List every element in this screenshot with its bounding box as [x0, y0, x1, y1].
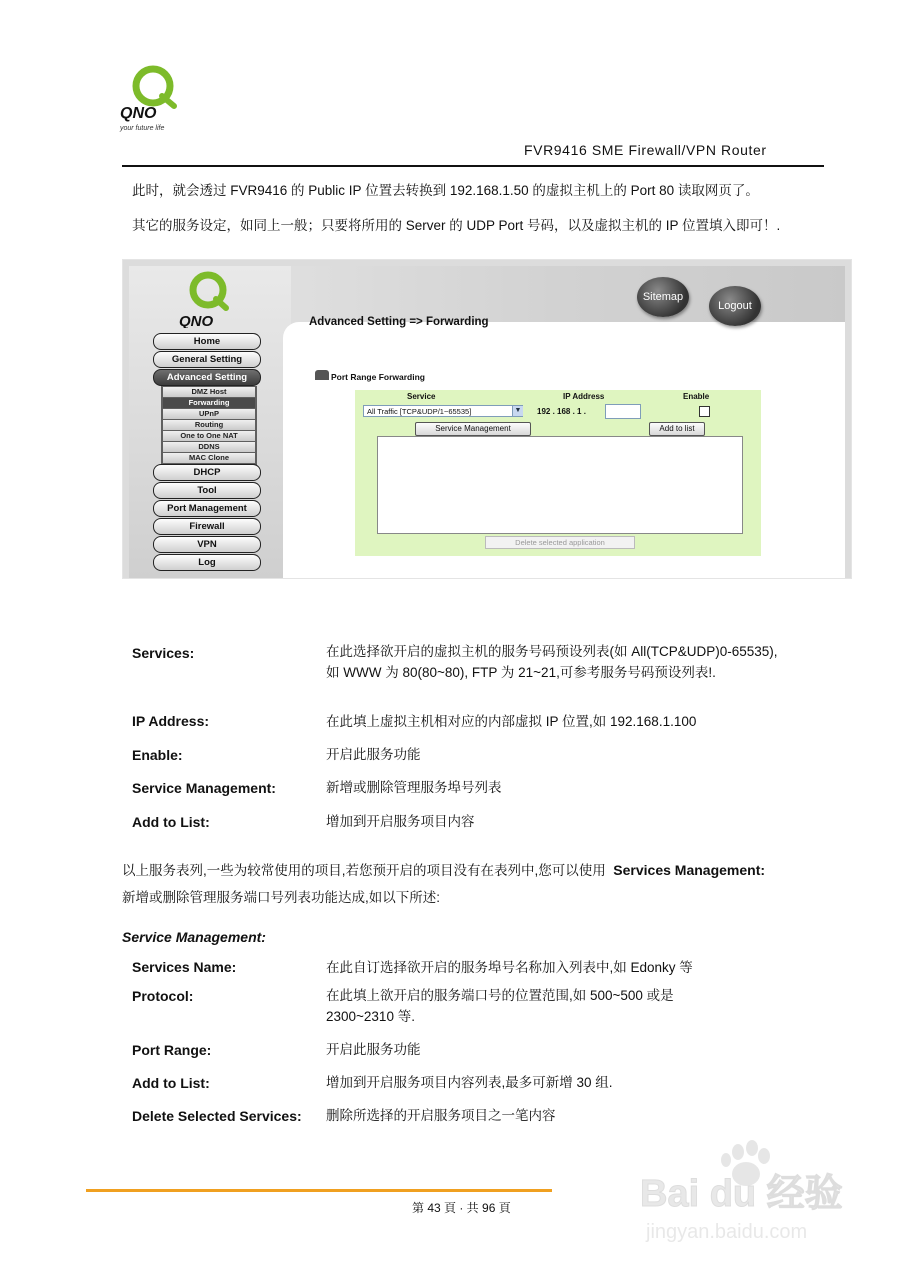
column-ip-address: IP Address: [563, 392, 605, 401]
advanced-subnav: [161, 386, 257, 465]
subnav-upnp[interactable]: UPnP: [163, 409, 255, 419]
subnav-one-to-one-nat[interactable]: One to One NAT: [163, 431, 255, 441]
logo-tagline: your future life: [120, 125, 165, 132]
subnav-routing[interactable]: Routing: [163, 420, 255, 430]
desc-delete-selected-services: 删除所选择的开启服务项目之一笔内容: [326, 1108, 556, 1123]
nav-log[interactable]: Log: [153, 554, 261, 571]
term-services-name: Services Name:: [132, 959, 237, 975]
nav-home[interactable]: Home: [153, 333, 261, 350]
qno-logo: [118, 64, 192, 134]
desc-add-to-list-2: 增加到开启服务项目内容列表,最多可新增 30 组.: [326, 1075, 613, 1090]
service-select[interactable]: All Traffic [TCP&UDP/1~65535]: [363, 405, 523, 417]
router-logo: [175, 270, 241, 328]
term-enable: Enable:: [132, 747, 183, 763]
term-ip-address: IP Address:: [132, 713, 210, 729]
logout-button[interactable]: Logout: [709, 286, 761, 326]
folder-icon: [315, 370, 329, 380]
watermark-brand: Bai du 经验: [640, 1173, 843, 1215]
term-add-to-list: Add to List:: [132, 814, 210, 830]
delete-selected-button[interactable]: Delete selected application: [485, 536, 635, 549]
service-management-heading: Service Management:: [122, 929, 266, 945]
nav-dhcp[interactable]: DHCP: [153, 464, 261, 481]
document-title: FVR9416 SME Firewall/VPN Router: [524, 142, 767, 158]
nav-vpn[interactable]: VPN: [153, 536, 261, 553]
section-title: Port Range Forwarding: [331, 372, 425, 382]
service-management-button[interactable]: Service Management: [415, 422, 531, 436]
term-services: Services:: [132, 645, 195, 661]
desc-services: 在此选择欲开启的虚拟主机的服务号码预设列表(如 All(TCP&UDP)0-65535),如 WWW 为 80(80~80), FTP 为 21~21,可参考服务号码预设列表!.: [326, 644, 778, 680]
chevron-down-icon[interactable]: ▼: [512, 406, 523, 416]
term-port-range: Port Range:: [132, 1042, 212, 1058]
nav-general-setting[interactable]: General Setting: [153, 351, 261, 368]
enable-checkbox[interactable]: [699, 406, 710, 417]
term-service-management: Service Management:: [132, 780, 276, 796]
service-list-box[interactable]: [377, 436, 743, 534]
term-protocol: Protocol:: [132, 988, 194, 1004]
nav-advanced-setting[interactable]: Advanced Setting: [153, 369, 261, 386]
baidu-watermark: [640, 1140, 860, 1270]
desc-protocol: 在此填上欲开启的服务端口号的位置范围,如 500~500 或是 2300~2310 等.: [326, 988, 674, 1024]
logo-text: QNO: [120, 105, 157, 122]
desc-ip-address: 在此填上虚拟主机相对应的内部虚拟 IP 位置,如 192.168.1.100: [326, 714, 697, 729]
footer-divider: [86, 1189, 552, 1192]
subnav-forwarding[interactable]: Forwarding: [163, 398, 255, 408]
term-add-to-list-2: Add to List:: [132, 1075, 210, 1091]
intro-paragraph-1: 此时，就会透过 FVR9416 的 Public IP 位置去转换到 192.168.1.50 的虚拟主机上的 Port 80 读取网页了。: [132, 183, 759, 198]
nav-tool[interactable]: Tool: [153, 482, 261, 499]
desc-service-management: 新增或删除管理服务埠号列表: [326, 780, 502, 795]
ip-prefix: 192 . 168 . 1 .: [537, 407, 586, 416]
paragraph-line-1-text: 以上服务表列,一些为较常使用的项目,若您预开启的项目没有在表列中,您可以使用: [122, 863, 606, 878]
paragraph-line-1: [122, 859, 765, 879]
column-service: Service: [407, 392, 436, 401]
ip-last-octet-input[interactable]: [605, 404, 641, 419]
subnav-dmz-host[interactable]: DMZ Host: [163, 387, 255, 397]
subnav-ddns[interactable]: DDNS: [163, 442, 255, 452]
column-enable: Enable: [683, 392, 710, 401]
router-page-heading: Advanced Setting => Forwarding: [309, 316, 489, 328]
desc-port-range: 开启此服务功能: [326, 1042, 421, 1057]
router-logo-text: QNO: [179, 313, 214, 328]
subnav-mac-clone[interactable]: MAC Clone: [163, 453, 255, 463]
router-screenshot: [122, 259, 852, 579]
nav-firewall[interactable]: Firewall: [153, 518, 261, 535]
header-divider: [122, 165, 824, 167]
desc-add-to-list: 增加到开启服务项目内容: [326, 814, 475, 829]
paragraph-line-2: 新增或删除管理服务端口号列表功能达成,如以下所述:: [122, 890, 441, 905]
add-to-list-button[interactable]: Add to list: [649, 422, 705, 436]
term-delete-selected-services: Delete Selected Services:: [132, 1108, 302, 1124]
desc-enable: 开启此服务功能: [326, 747, 421, 762]
page-number: 第 43 頁 · 共 96 頁: [412, 1201, 511, 1215]
desc-services-name: 在此自订选择欲开启的服务埠号名称加入列表中,如 Edonky 等: [326, 960, 693, 975]
sitemap-button[interactable]: Sitemap: [637, 277, 689, 317]
nav-port-management[interactable]: Port Management: [153, 500, 261, 517]
watermark-url: jingyan.baidu.com: [646, 1221, 808, 1243]
intro-paragraph-2: 其它的服务设定，如同上一般；只要将所用的 Server 的 UDP Port 号码，以及虚拟主机的 IP 位置填入即可！.: [132, 218, 781, 233]
paragraph-line-1-bold: Services Management:: [613, 862, 766, 878]
